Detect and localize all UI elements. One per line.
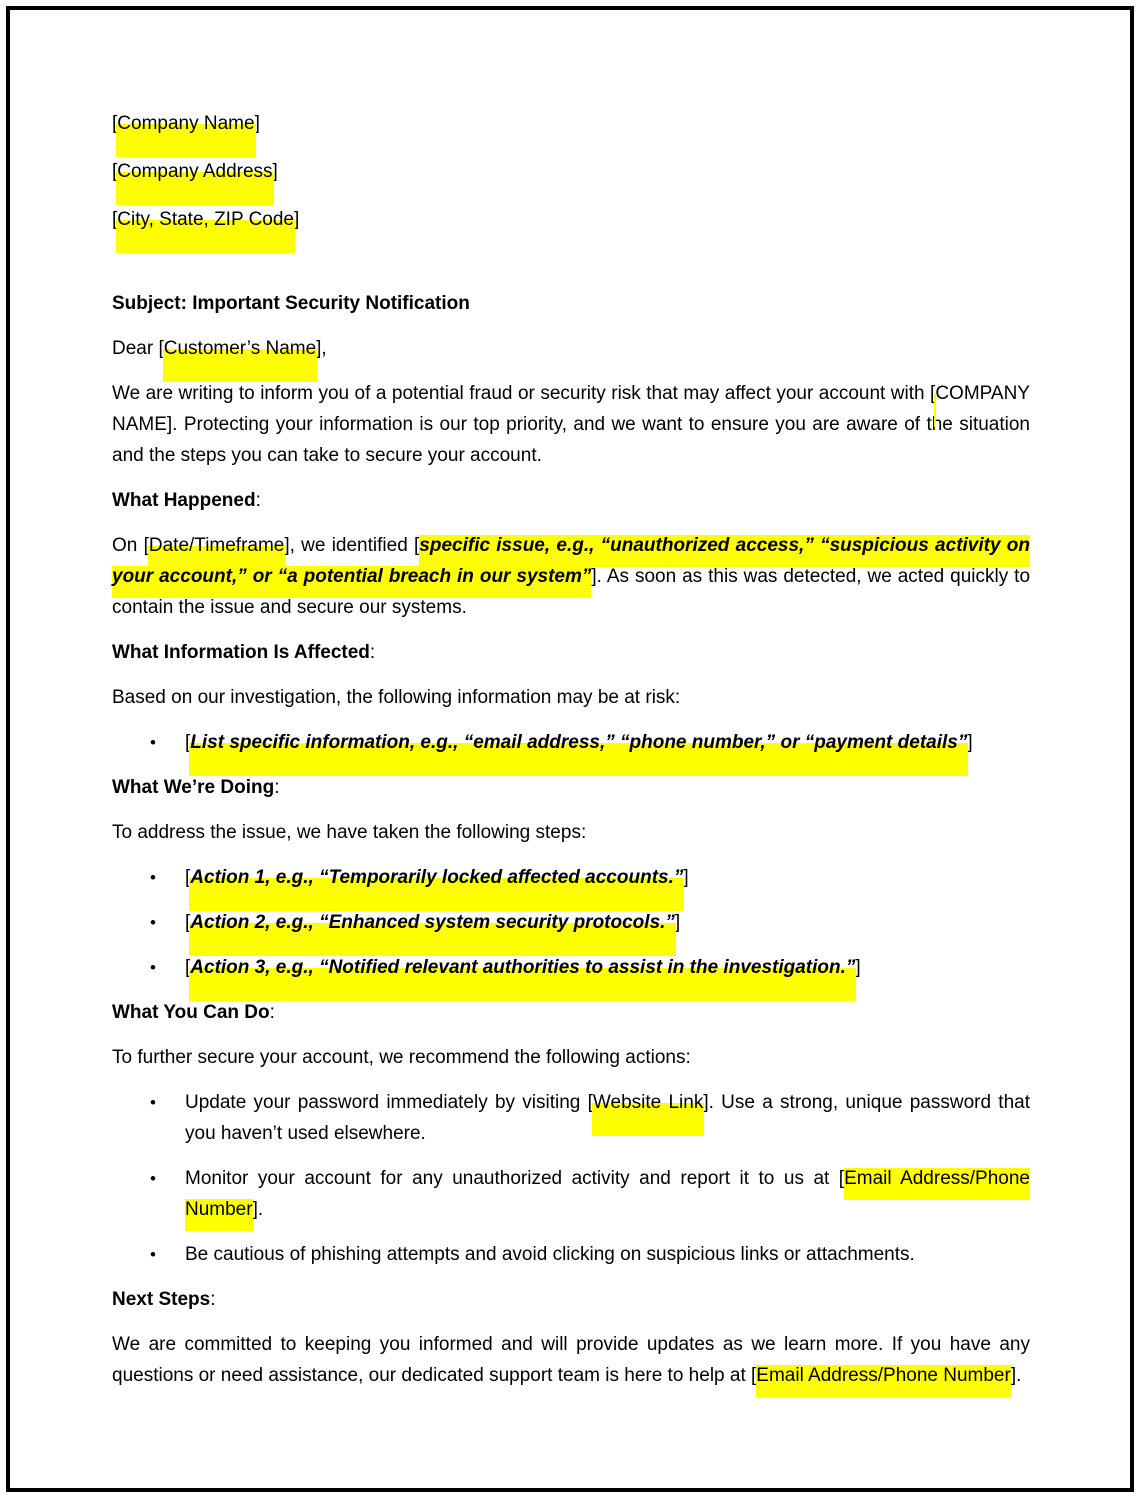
letterhead-company-name: [Company Name] — [112, 113, 260, 134]
bullet-part-2: ]. Use a strong, unique password that you haven’t used elsewhere. — [185, 1092, 1030, 1144]
what-information-lead-text: Based on our investigation, the following information may be at risk: — [112, 687, 681, 708]
what-happened-part-2: ], we identified [ — [284, 535, 420, 556]
placeholder-company-address: Company Address — [117, 161, 273, 182]
bullet-open-bracket: [ — [185, 912, 191, 933]
what-were-doing-lead-text: To address the issue, we have taken the following steps: — [112, 822, 587, 843]
letterhead-spacer — [112, 252, 1030, 288]
placeholder-specific-issue: specific issue, e.g., “unauthorized access,” “suspicious activity on your account,” or “a potential breach in our system” — [112, 535, 1030, 587]
bullet-marker-icon: • — [150, 733, 156, 752]
bullet-close-bracket: ] — [674, 912, 681, 933]
what-were-doing-bullet-list — [112, 862, 1030, 983]
bullet-marker-icon: • — [150, 868, 156, 887]
what-happened-part-3: ]. As soon as this was detected, we acted quickly to contain the issue and secure our systems. — [112, 566, 1031, 618]
intro-part-1: We are writing to inform you of a potential fraud or security risk that may affect your account with [ — [112, 383, 936, 404]
heading-what-were-doing — [112, 772, 1030, 803]
heading-what-you-can-do-colon: : — [269, 1002, 275, 1023]
heading-next-steps-colon: : — [210, 1289, 216, 1310]
heading-what-happened — [112, 485, 1030, 516]
placeholder-action-1: Action 1, e.g., “Temporarily locked affected accounts.” — [190, 867, 684, 888]
list-item — [112, 727, 1030, 758]
subject-line — [112, 288, 1030, 319]
bullet-marker-icon: • — [150, 1169, 156, 1188]
placeholder-date-timeframe: Date/Timeframe — [148, 535, 285, 556]
placeholder-list-specific-information: List specific information, e.g., “email address,” “phone number,” or “payment details” — [190, 732, 968, 753]
bullet-marker-icon: • — [150, 913, 156, 932]
bullet-close-bracket: ] — [855, 957, 861, 978]
list-item — [112, 862, 1030, 893]
heading-what-information-is-affected — [112, 637, 1030, 668]
heading-what-you-can-do-text: What You Can Do — [112, 1002, 270, 1023]
next-steps-paragraph — [112, 1329, 1030, 1391]
what-information-lead — [112, 682, 1030, 713]
heading-what-happened-text: What Happened — [112, 490, 256, 511]
what-happened-part-1: On [ — [112, 535, 149, 556]
what-happened-paragraph — [112, 530, 1030, 623]
next-steps-part-1: We are committed to keeping you informed and will provide updates as we learn more. If you have any questions or need assistance, our dedicated support team is here to help at [ — [112, 1334, 1030, 1386]
letterhead-city-state-zip: [City, State, ZIP Code] — [112, 209, 300, 230]
bullet-open-bracket: [ — [185, 867, 191, 888]
list-item — [112, 907, 1030, 938]
intro-part-2: ]. Protecting your information is our top priority, and we want to ensure you are aware of the situation and the steps you can take to secure your account. — [112, 414, 1030, 466]
intro-paragraph — [112, 378, 1030, 471]
placeholder-city-state-zip: City, State, ZIP Code — [117, 209, 294, 230]
letterhead-company-address: [Company Address] — [112, 161, 278, 182]
what-were-doing-lead — [112, 817, 1030, 848]
bullet-open-bracket: [ — [185, 957, 191, 978]
salutation — [112, 333, 1030, 364]
what-you-can-do-bullet-list — [112, 1087, 1030, 1270]
list-item — [112, 1163, 1030, 1225]
what-you-can-do-lead — [112, 1042, 1030, 1073]
heading-what-happened-colon: : — [255, 490, 261, 511]
placeholder-email-phone-monitor: Email Address/Phone Number — [185, 1168, 1030, 1220]
what-you-can-do-lead-text: To further secure your account, we recommend the following actions: — [112, 1047, 691, 1068]
heading-next-steps-text: Next Steps — [112, 1289, 211, 1310]
placeholder-action-2: Action 2, e.g., “Enhanced system security protocols.” — [190, 912, 675, 933]
list-item — [112, 1087, 1030, 1149]
document-body — [112, 108, 1030, 1391]
heading-what-were-doing-text: What We’re Doing — [112, 777, 275, 798]
bullet-part-1: Update your password immediately by visiting [ — [185, 1092, 593, 1113]
bullet-part-2: ]. — [252, 1199, 264, 1220]
heading-what-information-colon: : — [369, 642, 376, 663]
what-information-bullet-list — [112, 727, 1030, 758]
bullet-part-1: Be cautious of phishing attempts and avoid clicking on suspicious links or attachments. — [185, 1244, 915, 1265]
placeholder-email-phone-support: Email Address/Phone Number — [756, 1365, 1011, 1386]
placeholder-action-3: Action 3, e.g., “Notified relevant authorities to assist in the investigation.” — [190, 957, 856, 978]
placeholder-customer-name: Customer’s Name — [163, 338, 317, 359]
placeholder-company-name: Company Name — [117, 113, 255, 134]
bullet-close-bracket: ] — [683, 867, 689, 888]
placeholder-website-link: Website Link — [592, 1092, 704, 1113]
list-item — [112, 1239, 1030, 1270]
heading-what-were-doing-colon: : — [274, 777, 280, 798]
bullet-close-bracket: ] — [967, 732, 973, 753]
heading-what-you-can-do — [112, 997, 1030, 1028]
bullet-part-1: Monitor your account for any unauthorized activity and report it to us at [ — [185, 1168, 845, 1189]
subject-text: Subject: Important Security Notification — [112, 293, 470, 314]
heading-next-steps — [112, 1284, 1030, 1315]
salutation-prefix: Dear [ — [112, 338, 164, 359]
bullet-open-bracket: [ — [185, 732, 191, 753]
next-steps-part-2: ]. — [1010, 1365, 1022, 1386]
placeholder-company-name-caps: COMPANY NAME — [112, 383, 1030, 435]
bullet-marker-icon: • — [150, 958, 156, 977]
list-item — [112, 952, 1030, 983]
salutation-suffix: ], — [316, 338, 327, 359]
bullet-marker-icon: • — [150, 1245, 156, 1264]
heading-what-information-text: What Information Is Affected — [112, 642, 370, 663]
bullet-marker-icon: • — [150, 1093, 156, 1112]
